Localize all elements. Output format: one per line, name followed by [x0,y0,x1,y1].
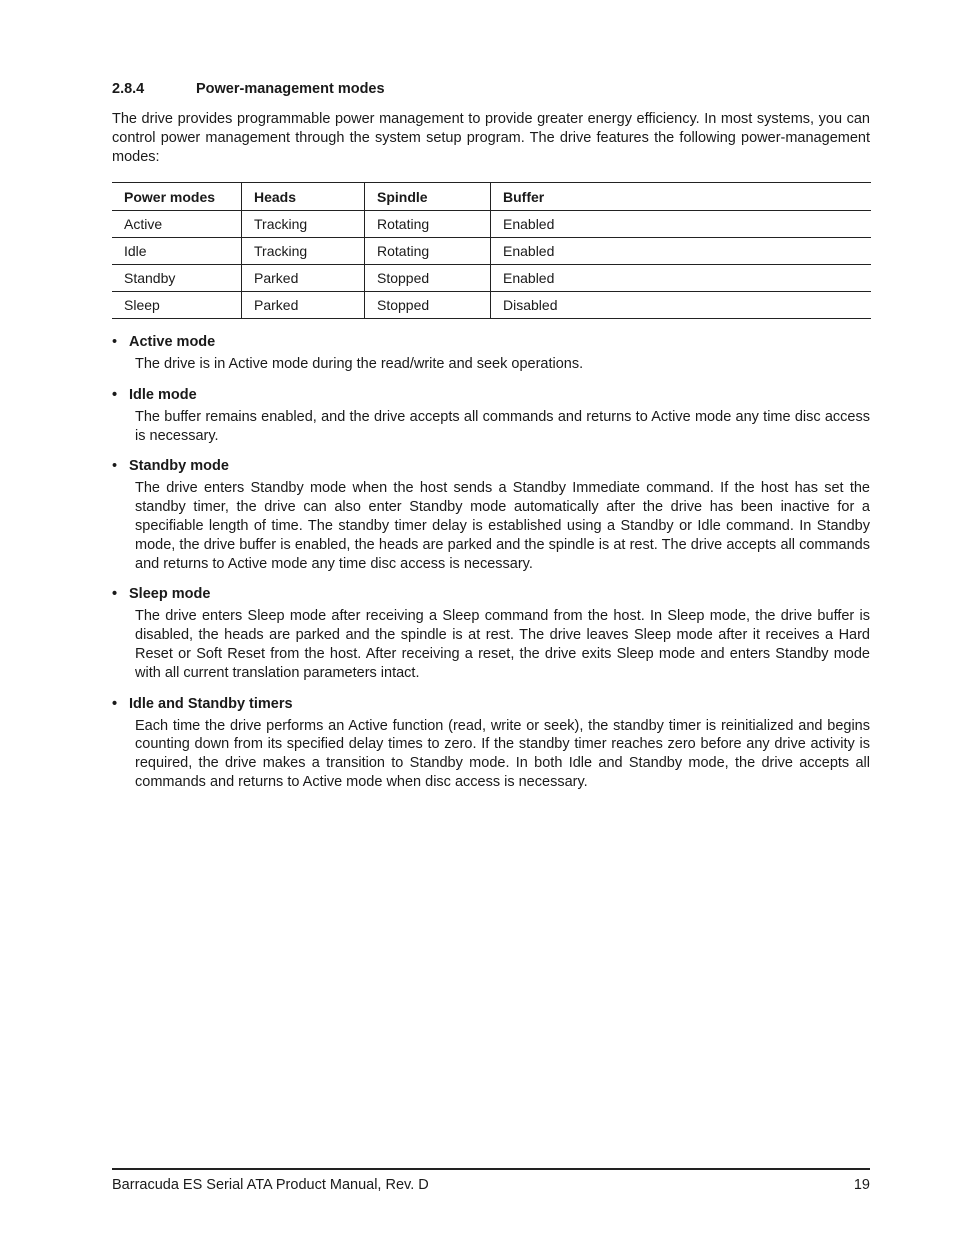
table-cell: Standby [112,265,242,292]
bullet: • [112,458,118,475]
table-header-row [112,183,871,211]
table-cell: Enabled [491,265,872,292]
table-cell: Sleep [112,292,242,319]
footer-title: Barracuda ES Serial ATA Product Manual, Rev. D [112,1177,429,1193]
list-item [112,386,870,446]
page-number: 19 [853,1177,870,1193]
list-item [112,585,870,682]
table-header-cell: Buffer [491,183,872,211]
section-number: 2.8.4 [112,81,145,97]
table-cell: Parked [242,292,365,319]
table-row [112,292,871,319]
mode-description: The drive enters Standby mode when the host sends a Standby Immediate command. If the host has set the standby timer, the drive can also enter Standby mode automatically after the drive has been inactive for a specifiable length of time. The standby timer delay is established using a Standby or Idle command. In Standby mode, the drive buffer is enabled, the heads are parked and the spindle is at rest. The drive accepts all commands and returns to Active mode any time disc access is necessary. [135,480,870,572]
table-cell: Tracking [242,238,365,265]
table-header-cell: Power modes [112,183,242,211]
section-title: Power-management modes [196,81,385,97]
table-cell: Stopped [365,292,491,319]
mode-description: The drive enters Sleep mode after receiving a Sleep command from the host. In Sleep mode, the drive buffer is disabled, the heads are parked and the spindle is at rest. The drive leaves Sleep mode after it receives a Hard Reset or Soft Reset from the host. After receiving a reset, the drive exits Sleep mode and enters Standby mode with all current translation parameters intact. [135,608,870,681]
power-modes-table [112,182,871,319]
table-cell: Enabled [491,211,872,238]
section-heading [112,80,870,98]
table-cell: Rotating [365,238,491,265]
table-row [112,265,871,292]
list-item [112,457,870,573]
table-cell: Parked [242,265,365,292]
bullet: • [112,586,118,603]
intro-paragraph: The drive provides programmable power management to provide greater energy efficiency. In most systems, you can control power management through the system setup program. The drive features the following power-management modes: [112,111,870,165]
table-row [112,238,871,265]
table-cell: Tracking [242,211,365,238]
bullet: • [112,386,118,403]
mode-description: Each time the drive performs an Active function (read, write or seek), the standby timer is reinitialized and begins counting down from its specified delay times to zero. If the standby timer reaches zero before any drive activity is required, the drive makes a transition to Standby mode. In both Idle and Standby mode, the drive accepts all commands and returns to Active mode when disc access is necessary. [135,717,870,790]
mode-description: The buffer remains enabled, and the drive accepts all commands and returns to Active mode any time disc access is necessary. [135,408,870,444]
table-cell: Active [112,211,242,238]
table-header-cell: Heads [242,183,365,211]
table-cell: Disabled [491,292,872,319]
mode-title: Sleep mode [129,586,211,603]
mode-title: Idle mode [129,386,197,403]
table-cell: Idle [112,238,242,265]
table-cell: Stopped [365,265,491,292]
bullet: • [112,695,118,712]
bullet: • [112,334,118,350]
table-cell: Rotating [365,211,491,238]
table-row [112,211,871,238]
list-item [112,333,870,374]
table-header-cell: Spindle [365,183,491,211]
table-cell: Enabled [491,238,872,265]
mode-title: Standby mode [129,458,229,475]
list-item [112,695,870,792]
footer-divider [112,1168,870,1170]
modes-list [112,333,870,804]
mode-description: The drive is in Active mode during the read/write and seek operations. [135,356,584,372]
mode-title: Active mode [129,334,216,350]
mode-title: Idle and Standby timers [129,695,293,712]
